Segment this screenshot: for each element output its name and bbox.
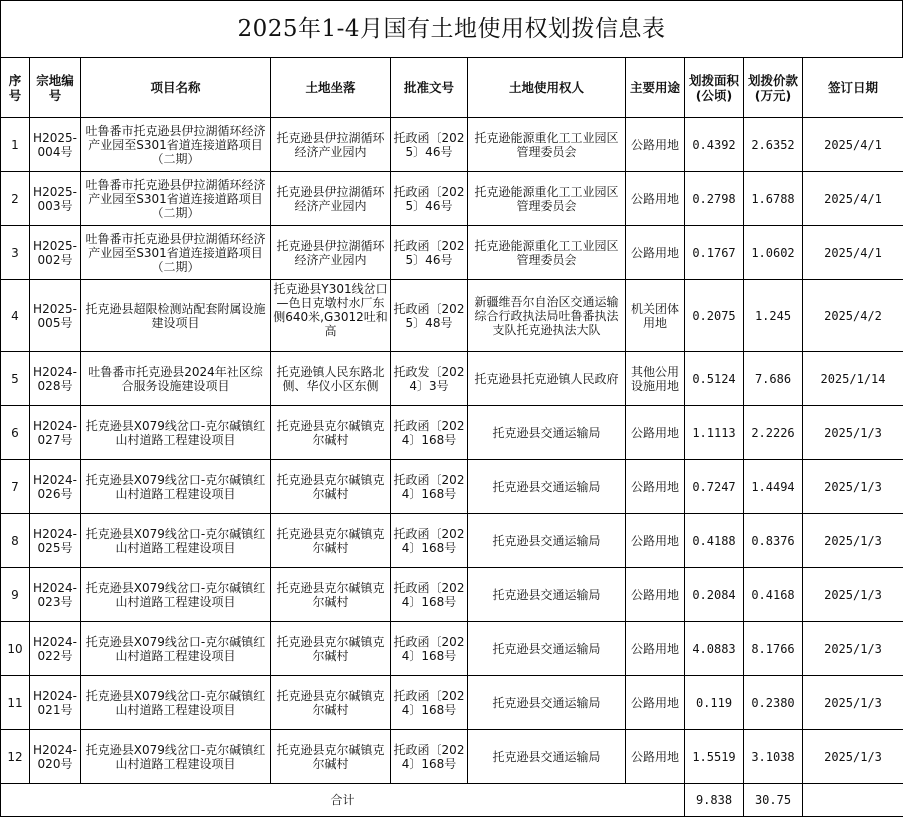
table-row [1,226,903,280]
cell-location: 托克逊县伊拉湖循环经济产业园内 [271,118,391,172]
cell-area: 1.1113 [685,406,744,460]
table-row [1,568,903,622]
cell-area: 0.4188 [685,514,744,568]
cell-date: 2025/1/3 [803,514,903,568]
cell-holder: 托克逊县交通运输局 [468,406,626,460]
cell-location: 托克逊县克尔碱镇克尔碱村 [271,460,391,514]
cell-use: 公路用地 [626,568,685,622]
cell-use: 公路用地 [626,226,685,280]
cell-approval: 托政函〔2024〕168号 [391,622,468,676]
cell-project: 托克逊县X079线岔口-克尔碱镇红山村道路工程建设项目 [81,406,271,460]
cell-holder: 新疆维吾尔自治区交通运输综合行政执法局吐鲁番执法支队托克逊执法大队 [468,280,626,352]
cell-price: 2.2226 [744,406,803,460]
cell-approval: 托政发〔2024〕3号 [391,352,468,406]
cell-use: 机关团体用地 [626,280,685,352]
cell-date: 2025/1/3 [803,568,903,622]
cell-location: 托克逊县伊拉湖循环经济产业园内 [271,226,391,280]
cell-holder: 托克逊县交通运输局 [468,622,626,676]
table-row [1,406,903,460]
cell-price: 0.2380 [744,676,803,730]
cell-use: 公路用地 [626,172,685,226]
cell-holder: 托克逊县交通运输局 [468,568,626,622]
header-cell: 项目名称 [81,58,271,118]
cell-use: 公路用地 [626,118,685,172]
cell-approval: 托政函〔2024〕168号 [391,460,468,514]
cell-no: 2 [1,172,30,226]
cell-use: 公路用地 [626,406,685,460]
cell-area: 0.4392 [685,118,744,172]
cell-location: 托克逊县克尔碱镇克尔碱村 [271,514,391,568]
cell-code: H2024-026号 [30,460,81,514]
table-row [1,676,903,730]
table-row [1,118,903,172]
cell-approval: 托政函〔2025〕46号 [391,172,468,226]
cell-price: 0.4168 [744,568,803,622]
cell-project: 托克逊县X079线岔口-克尔碱镇红山村道路工程建设项目 [81,622,271,676]
cell-code: H2024-022号 [30,622,81,676]
cell-no: 10 [1,622,30,676]
cell-price: 2.6352 [744,118,803,172]
table-row [1,280,903,352]
cell-project: 托克逊县X079线岔口-克尔碱镇红山村道路工程建设项目 [81,676,271,730]
header-cell: 批准文号 [391,58,468,118]
cell-area: 0.7247 [685,460,744,514]
header-cell: 划拨价款(万元) [744,58,803,118]
cell-project: 托克逊县X079线岔口-克尔碱镇红山村道路工程建设项目 [81,460,271,514]
cell-date: 2025/1/3 [803,622,903,676]
page-title: 2025年1-4月国有土地使用权划拨信息表 [0,0,903,57]
cell-project: 托克逊县X079线岔口-克尔碱镇红山村道路工程建设项目 [81,514,271,568]
cell-location: 托克逊镇人民东路北侧、华仪小区东侧 [271,352,391,406]
cell-approval: 托政函〔2024〕168号 [391,406,468,460]
cell-no: 11 [1,676,30,730]
cell-area: 0.2084 [685,568,744,622]
cell-project: 托克逊县X079线岔口-克尔碱镇红山村道路工程建设项目 [81,730,271,784]
cell-project: 吐鲁番市托克逊县伊拉湖循环经济产业园至S301省道连接道路项目（二期） [81,226,271,280]
cell-area: 0.119 [685,676,744,730]
cell-area: 1.5519 [685,730,744,784]
cell-date: 2025/1/3 [803,730,903,784]
table-row [1,730,903,784]
cell-date: 2025/1/3 [803,406,903,460]
cell-area: 4.0883 [685,622,744,676]
header-cell: 序号 [1,58,30,118]
cell-area: 0.2075 [685,280,744,352]
cell-no: 9 [1,568,30,622]
cell-code: H2025-003号 [30,172,81,226]
cell-area: 0.5124 [685,352,744,406]
cell-holder: 托克逊能源重化工工业园区管理委员会 [468,226,626,280]
cell-holder: 托克逊县交通运输局 [468,676,626,730]
table-row [1,622,903,676]
total-label: 合计 [1,784,685,817]
cell-use: 公路用地 [626,622,685,676]
cell-use: 公路用地 [626,460,685,514]
cell-approval: 托政函〔2025〕46号 [391,226,468,280]
cell-approval: 托政函〔2025〕46号 [391,118,468,172]
table-row [1,352,903,406]
cell-date: 2025/1/14 [803,352,903,406]
cell-approval: 托政函〔2024〕168号 [391,568,468,622]
cell-no: 3 [1,226,30,280]
cell-holder: 托克逊县托克逊镇人民政府 [468,352,626,406]
cell-date: 2025/4/1 [803,226,903,280]
cell-code: H2024-021号 [30,676,81,730]
allocation-table [0,57,903,817]
cell-location: 托克逊县Y301线岔口—色日克墩村水厂东侧640米,G3012吐和高 [271,280,391,352]
cell-location: 托克逊县伊拉湖循环经济产业园内 [271,172,391,226]
cell-holder: 托克逊县交通运输局 [468,730,626,784]
table-body [1,118,903,817]
header-cell: 宗地编号 [30,58,81,118]
cell-no: 5 [1,352,30,406]
header-cell: 土地使用权人 [468,58,626,118]
cell-holder: 托克逊县交通运输局 [468,514,626,568]
cell-code: H2025-002号 [30,226,81,280]
cell-code: H2025-005号 [30,280,81,352]
cell-holder: 托克逊县交通运输局 [468,460,626,514]
cell-approval: 托政函〔2024〕168号 [391,730,468,784]
cell-project: 托克逊县超限检测站配套附属设施建设项目 [81,280,271,352]
cell-project: 吐鲁番市托克逊县伊拉湖循环经济产业园至S301省道连接道路项目（二期） [81,172,271,226]
cell-code: H2024-020号 [30,730,81,784]
cell-holder: 托克逊能源重化工工业园区管理委员会 [468,172,626,226]
cell-use: 其他公用设施用地 [626,352,685,406]
total-price: 30.75 [744,784,803,817]
header-row [1,58,903,118]
cell-price: 7.686 [744,352,803,406]
header-cell: 主要用途 [626,58,685,118]
header-cell: 签订日期 [803,58,903,118]
cell-code: H2024-028号 [30,352,81,406]
cell-project: 吐鲁番市托克逊县伊拉湖循环经济产业园至S301省道连接道路项目（二期） [81,118,271,172]
cell-location: 托克逊县克尔碱镇克尔碱村 [271,622,391,676]
cell-price: 0.8376 [744,514,803,568]
cell-price: 1.245 [744,280,803,352]
cell-code: H2024-023号 [30,568,81,622]
table-row [1,460,903,514]
cell-no: 4 [1,280,30,352]
cell-date: 2025/4/1 [803,118,903,172]
cell-date: 2025/1/3 [803,460,903,514]
cell-price: 1.4494 [744,460,803,514]
total-date-empty [803,784,903,817]
cell-project: 托克逊县X079线岔口-克尔碱镇红山村道路工程建设项目 [81,568,271,622]
cell-date: 2025/1/3 [803,676,903,730]
cell-no: 1 [1,118,30,172]
table-row [1,172,903,226]
cell-holder: 托克逊能源重化工工业园区管理委员会 [468,118,626,172]
cell-use: 公路用地 [626,514,685,568]
cell-no: 8 [1,514,30,568]
cell-approval: 托政函〔2025〕48号 [391,280,468,352]
cell-approval: 托政函〔2024〕168号 [391,676,468,730]
cell-use: 公路用地 [626,730,685,784]
cell-no: 12 [1,730,30,784]
cell-price: 3.1038 [744,730,803,784]
cell-location: 托克逊县克尔碱镇克尔碱村 [271,568,391,622]
cell-price: 8.1766 [744,622,803,676]
cell-code: H2025-004号 [30,118,81,172]
cell-price: 1.6788 [744,172,803,226]
cell-code: H2024-027号 [30,406,81,460]
cell-project: 吐鲁番市托克逊县2024年社区综合服务设施建设项目 [81,352,271,406]
table-row [1,514,903,568]
cell-no: 6 [1,406,30,460]
cell-code: H2024-025号 [30,514,81,568]
cell-date: 2025/4/1 [803,172,903,226]
header-cell: 土地坐落 [271,58,391,118]
cell-no: 7 [1,460,30,514]
cell-use: 公路用地 [626,676,685,730]
cell-price: 1.0602 [744,226,803,280]
cell-location: 托克逊县克尔碱镇克尔碱村 [271,406,391,460]
cell-date: 2025/4/2 [803,280,903,352]
cell-location: 托克逊县克尔碱镇克尔碱村 [271,730,391,784]
total-row [1,784,903,817]
total-area: 9.838 [685,784,744,817]
cell-location: 托克逊县克尔碱镇克尔碱村 [271,676,391,730]
cell-area: 0.1767 [685,226,744,280]
cell-approval: 托政函〔2024〕168号 [391,514,468,568]
header-cell: 划拨面积(公顷) [685,58,744,118]
cell-area: 0.2798 [685,172,744,226]
